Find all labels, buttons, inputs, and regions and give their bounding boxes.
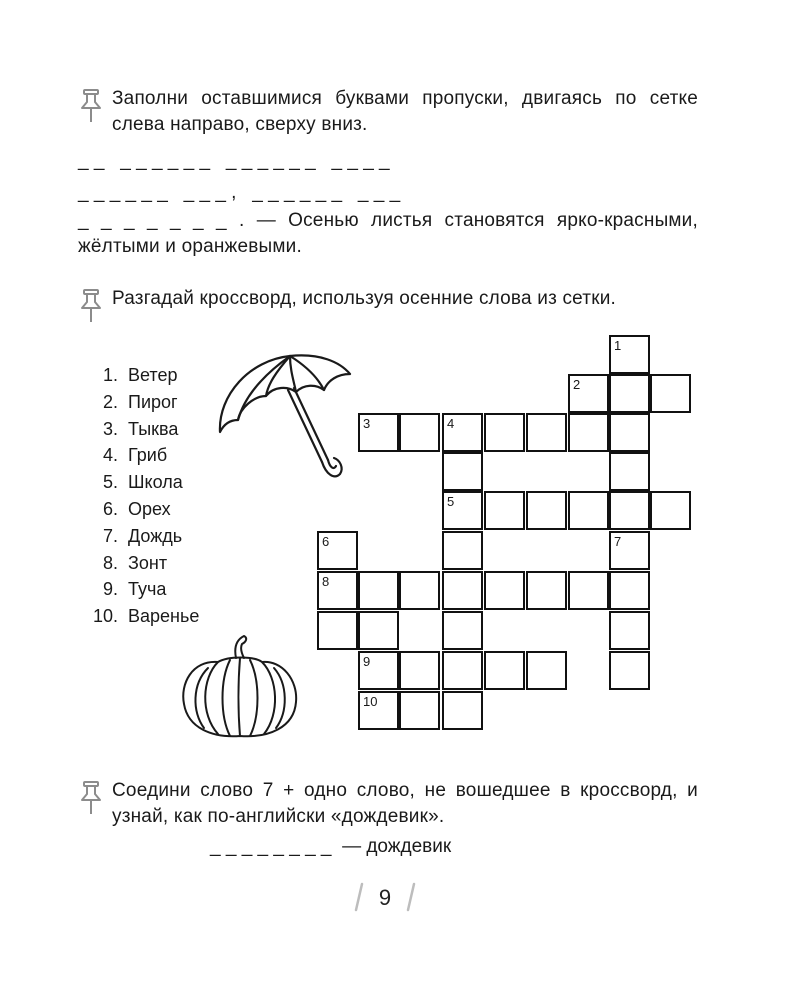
word-number: 2.	[102, 391, 118, 412]
list-item	[78, 469, 199, 496]
word: Зонт	[128, 552, 168, 573]
answer-suffix: — дождевик	[342, 836, 452, 857]
word-number: 3.	[102, 418, 118, 439]
clue-number: 8	[322, 574, 330, 589]
blank-line-3	[78, 208, 698, 260]
crossword-cell[interactable]	[442, 491, 483, 530]
word-number: 8.	[102, 552, 118, 573]
list-item	[78, 389, 199, 416]
clue-number: 6	[322, 534, 330, 549]
word-number: 7.	[102, 525, 118, 546]
crossword-cell[interactable]	[568, 413, 609, 452]
word-number: 10.	[92, 606, 118, 627]
crossword-cell[interactable]	[358, 691, 399, 730]
clue-number: 9	[363, 654, 371, 669]
answer-blanks: _ _ _ _ _ _ _ _	[210, 836, 332, 857]
crossword-cell[interactable]	[526, 571, 567, 610]
crossword-cell[interactable]	[399, 413, 440, 452]
umbrella-illustration	[210, 340, 360, 490]
page-number	[350, 878, 420, 918]
crossword-cell[interactable]	[484, 491, 525, 530]
crossword-cell[interactable]	[484, 413, 525, 452]
clue-number: 2	[573, 377, 581, 392]
crossword-cell[interactable]	[358, 611, 399, 650]
crossword-cell[interactable]	[442, 691, 483, 730]
crossword-cell[interactable]	[568, 571, 609, 610]
task-2	[78, 286, 698, 312]
crossword-cell[interactable]	[358, 571, 399, 610]
crossword-cell[interactable]	[609, 335, 650, 374]
crossword-cell[interactable]	[609, 651, 650, 690]
list-item	[78, 362, 199, 389]
page-number-text: 9	[378, 885, 392, 910]
crossword-cell[interactable]	[358, 413, 399, 452]
crossword-cell[interactable]	[650, 491, 691, 530]
word: Орех	[128, 498, 171, 519]
word: Гриб	[128, 445, 168, 466]
crossword-cell[interactable]	[442, 611, 483, 650]
clue-number: 1	[614, 338, 622, 353]
clue-number: 4	[447, 416, 455, 431]
word-list	[78, 362, 199, 630]
answer-line	[210, 836, 451, 858]
crossword-cell[interactable]	[484, 651, 525, 690]
crossword-cell[interactable]	[526, 413, 567, 452]
crossword-cell[interactable]	[442, 452, 483, 491]
crossword-cell[interactable]	[609, 413, 650, 452]
crossword-cell[interactable]	[317, 571, 358, 610]
crossword-cell[interactable]	[568, 491, 609, 530]
clue-number: 10	[363, 694, 378, 709]
crossword-cell[interactable]	[442, 651, 483, 690]
task-2-instruction: Разгадай кроссворд, используя осенние слова из сетки.	[112, 288, 617, 309]
list-item	[78, 416, 199, 443]
word: Пирог	[128, 391, 178, 412]
clue-number: 5	[447, 494, 455, 509]
crossword-cell[interactable]	[526, 491, 567, 530]
crossword-cell[interactable]	[358, 651, 399, 690]
slash-left-icon	[354, 882, 364, 912]
word: Дождь	[128, 525, 183, 546]
word: Ветер	[128, 365, 178, 385]
list-item	[78, 576, 199, 603]
list-item	[78, 523, 199, 550]
word-number: 1.	[102, 365, 118, 385]
task-1	[78, 86, 698, 138]
crossword-cell[interactable]	[442, 531, 483, 570]
crossword-cell[interactable]	[609, 571, 650, 610]
task-3-instruction: Соедини слово 7 + одно слово, не вошедшее в кроссворд, и узнай, как по-английски «дождевик».	[112, 780, 698, 827]
pumpkin-illustration	[178, 632, 302, 742]
blank-line-2: _ _ _ _ _ _ _ _ _ , _ _ _ _ _ _ _ _ _	[78, 182, 401, 203]
word-number: 6.	[102, 498, 118, 519]
crossword-cell[interactable]	[609, 452, 650, 491]
crossword-cell[interactable]	[609, 611, 650, 650]
word-number: 5.	[102, 472, 118, 493]
task-1-instruction: Заполни оставшимися буквами пропуски, двигаясь по сетке слева направо, сверху вниз.	[112, 88, 698, 135]
crossword-cell[interactable]	[650, 374, 691, 413]
crossword-cell[interactable]	[317, 611, 358, 650]
word: Варенье	[128, 606, 200, 627]
pushpin-icon	[78, 288, 104, 324]
list-item	[78, 603, 199, 630]
crossword-cell[interactable]	[609, 531, 650, 570]
pushpin-icon	[78, 780, 104, 816]
slash-right-icon	[406, 882, 416, 912]
word: Тыква	[128, 418, 179, 439]
task-1-sentence: . — Осенью листья становятся ярко-красными, жёлтыми и оранжевыми.	[78, 210, 698, 257]
crossword-cell[interactable]	[317, 531, 358, 570]
crossword-cell[interactable]	[399, 651, 440, 690]
word-number: 4.	[102, 445, 118, 466]
clue-number: 7	[614, 534, 622, 549]
list-item	[78, 496, 199, 523]
crossword-cell[interactable]	[442, 413, 483, 452]
word-number: 9.	[102, 579, 118, 600]
blank-line-1: _ _ _ _ _ _ _ _ _ _ _ _ _ _ _ _ _ _	[78, 150, 390, 171]
task-3	[78, 778, 698, 830]
list-item	[78, 442, 199, 469]
crossword-cell[interactable]	[609, 491, 650, 530]
clue-number: 3	[363, 416, 371, 431]
crossword-cell[interactable]	[609, 374, 650, 413]
crossword-cell[interactable]	[526, 651, 567, 690]
word: Школа	[128, 472, 183, 493]
word: Туча	[128, 579, 167, 600]
blank-line-3-start: _ _ _ _ _ _ _	[78, 210, 227, 231]
list-item	[78, 550, 199, 577]
crossword-cell[interactable]	[442, 571, 483, 610]
crossword-cell[interactable]	[399, 691, 440, 730]
pushpin-icon	[78, 88, 104, 124]
crossword-cell[interactable]	[399, 571, 440, 610]
crossword-cell[interactable]	[568, 374, 609, 413]
crossword-cell[interactable]	[484, 571, 525, 610]
